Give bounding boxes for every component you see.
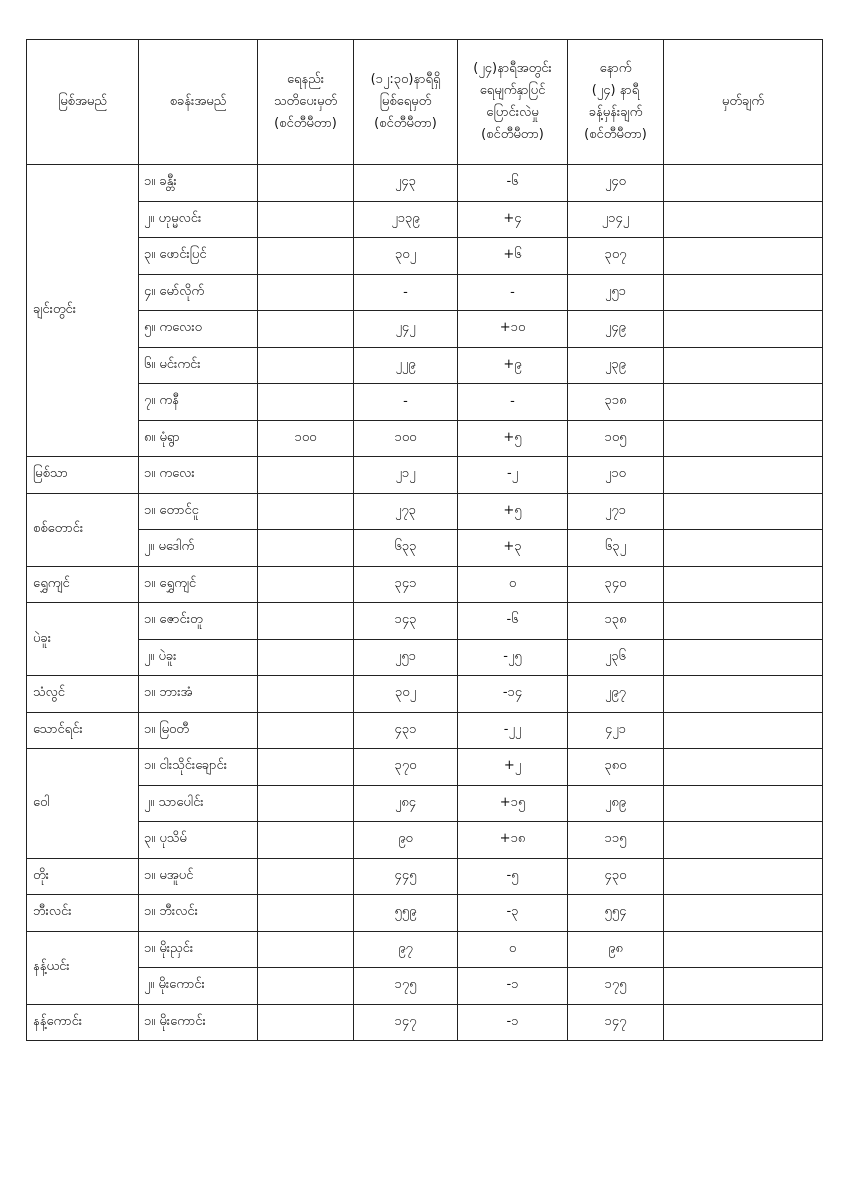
24h-forecast-cell: ၁၇၅ [568,968,664,1005]
24h-forecast-cell: ၄၂၁ [568,712,664,749]
24h-forecast-cell: ၂၈၉ [568,785,664,822]
station-name-cell: ၂။ ပဲခူး [139,639,258,676]
remarks-cell [664,603,823,640]
low-water-warning-cell: ၁၀၀ [258,420,354,457]
header-current-water-level: (၁၂:၃၀)နာရီရှိ မြစ်ရေမှတ် (စင်တီမီတာ) [354,40,458,165]
remarks-cell [664,1004,823,1041]
current-water-level-cell: ၁၄၃ [354,603,458,640]
current-water-level-cell: ၃၇၀ [354,749,458,786]
station-name-cell: ၁။ ခန္တီး [139,165,258,202]
river-name-cell: တိုး [27,858,139,895]
24h-change-cell: -၁၄ [458,676,568,713]
station-name-cell: ၂။ မဒေါက် [139,530,258,567]
remarks-cell [664,238,823,275]
current-water-level-cell: ၁၇၅ [354,968,458,1005]
river-name-cell: နန့်ယင်း [27,931,139,1004]
table-row [27,420,823,457]
table-row [27,785,823,822]
24h-change-cell: +၅ [458,493,568,530]
24h-forecast-cell: ၁၄၇ [568,1004,664,1041]
remarks-cell [664,420,823,457]
24h-forecast-cell: ၉၈ [568,931,664,968]
station-name-cell: ၅။ ကလေးဝ [139,311,258,348]
station-name-cell: ၃။ ပုသိမ် [139,822,258,859]
table-row [27,384,823,421]
station-name-cell: ၆။ မင်းကင်း [139,347,258,384]
low-water-warning-cell [258,311,354,348]
remarks-cell [664,384,823,421]
24h-change-cell: +၃ [458,530,568,567]
table-row [27,201,823,238]
remarks-cell [664,895,823,932]
current-water-level-cell: ၃၄၁ [354,566,458,603]
24h-forecast-cell: ၄၃၀ [568,858,664,895]
24h-forecast-cell: ၃၀၇ [568,238,664,275]
low-water-warning-cell [258,238,354,275]
low-water-warning-cell [258,530,354,567]
station-name-cell: ၁။ တောင်ငူ [139,493,258,530]
river-name-cell: ပဲခူး [27,603,139,676]
remarks-cell [664,822,823,859]
table-row [27,639,823,676]
remarks-cell [664,274,823,311]
current-water-level-cell: ၄၄၅ [354,858,458,895]
current-water-level-cell: ၂၈၄ [354,785,458,822]
low-water-warning-cell [258,858,354,895]
low-water-warning-cell [258,712,354,749]
24h-change-cell: +၉ [458,347,568,384]
table-row [27,457,823,494]
remarks-cell [664,457,823,494]
river-name-cell: နန့်ကောင်း [27,1004,139,1041]
station-name-cell: ၈။ မုံရွာ [139,420,258,457]
24h-forecast-cell: ၂၄၀ [568,165,664,202]
24h-forecast-cell: ၃၄၀ [568,566,664,603]
24h-forecast-cell: ၂၇၁ [568,493,664,530]
station-name-cell: ၁။ ဘီးလင်း [139,895,258,932]
24h-forecast-cell: ၁၁၅ [568,822,664,859]
remarks-cell [664,676,823,713]
river-name-cell: စစ်တောင်း [27,493,139,566]
remarks-cell [664,931,823,968]
station-name-cell: ၁။ မိုးညှင်း [139,931,258,968]
low-water-warning-cell [258,639,354,676]
remarks-cell [664,566,823,603]
river-name-cell: ရွှေကျင် [27,566,139,603]
24h-change-cell: -၁ [458,968,568,1005]
24h-change-cell: +၁၀ [458,311,568,348]
header-24h-forecast: နောက် (၂၄) နာရီ ခန့်မှန်းချက် (စင်တီမီတာ) [568,40,664,165]
low-water-warning-cell [258,384,354,421]
header-remarks: မှတ်ချက် [664,40,823,165]
station-name-cell: ၂။ သာပေါင်း [139,785,258,822]
current-water-level-cell: ၁၄၇ [354,1004,458,1041]
river-name-cell: သောင်ရင်း [27,712,139,749]
table-row [27,493,823,530]
river-name-cell: မြစ်သာ [27,457,139,494]
24h-change-cell: -၂၂ [458,712,568,749]
24h-forecast-cell: ၂၉၇ [568,676,664,713]
station-name-cell: ၁။ ကလေး [139,457,258,494]
current-water-level-cell: ၄၃၁ [354,712,458,749]
remarks-cell [664,968,823,1005]
station-name-cell: ၁။ မအူပင် [139,858,258,895]
low-water-warning-cell [258,493,354,530]
low-water-warning-cell [258,749,354,786]
low-water-warning-cell [258,274,354,311]
low-water-warning-cell [258,1004,354,1041]
low-water-warning-cell [258,676,354,713]
current-water-level-cell: ၂၂၉ [354,347,458,384]
station-name-cell: ၁။ ငါးသိုင်းချောင်း [139,749,258,786]
current-water-level-cell: ၂၅၁ [354,639,458,676]
24h-forecast-cell: ၅၅၄ [568,895,664,932]
24h-change-cell: - [458,384,568,421]
table-row [27,858,823,895]
24h-forecast-cell: ၂၃၉ [568,347,664,384]
24h-change-cell: -၅ [458,858,568,895]
remarks-cell [664,858,823,895]
station-name-cell: ၄။ မော်လိုက် [139,274,258,311]
low-water-warning-cell [258,931,354,968]
river-name-cell: ဘီးလင်း [27,895,139,932]
low-water-warning-cell [258,457,354,494]
current-water-level-cell: ၁၀၀ [354,420,458,457]
low-water-warning-cell [258,895,354,932]
24h-forecast-cell: ၃၈၀ [568,749,664,786]
water-level-table [26,39,823,1041]
24h-change-cell: +၂ [458,749,568,786]
current-water-level-cell: ၂၇၃ [354,493,458,530]
24h-change-cell: +၅ [458,420,568,457]
24h-change-cell: -၂၅ [458,639,568,676]
table-row [27,566,823,603]
24h-change-cell: -၃ [458,895,568,932]
24h-forecast-cell: ၃၁၈ [568,384,664,421]
24h-change-cell: -၆ [458,165,568,202]
24h-forecast-cell: ၂၅၁ [568,274,664,311]
remarks-cell [664,201,823,238]
station-name-cell: ၁။ မိုးကောင်း [139,1004,258,1041]
24h-change-cell: - [458,274,568,311]
24h-forecast-cell: ၁၀၅ [568,420,664,457]
low-water-warning-cell [258,201,354,238]
remarks-cell [664,165,823,202]
station-name-cell: ၇။ ကနီ [139,384,258,421]
river-name-cell: ချင်းတွင်း [27,165,139,457]
station-name-cell: ၂။ မိုးကောင်း [139,968,258,1005]
header-low-water-warning: ရေနည်း သတိပေးမှတ် (စင်တီမီတာ) [258,40,354,165]
24h-forecast-cell: ၁၃၈ [568,603,664,640]
table-row [27,603,823,640]
low-water-warning-cell [258,968,354,1005]
current-water-level-cell: - [354,384,458,421]
low-water-warning-cell [258,822,354,859]
current-water-level-cell: ၂၁၂ [354,457,458,494]
remarks-cell [664,712,823,749]
current-water-level-cell: ၆၃၃ [354,530,458,567]
24h-change-cell: +၁၈ [458,822,568,859]
remarks-cell [664,749,823,786]
low-water-warning-cell [258,566,354,603]
24h-forecast-cell: ၂၄၉ [568,311,664,348]
24h-change-cell: +၄ [458,201,568,238]
current-water-level-cell: ၂၁၃၉ [354,201,458,238]
24h-change-cell: -၁ [458,1004,568,1041]
header-24h-change: (၂၄)နာရီအတွင်း ရေမျက်နှာပြင် ပြောင်းလဲမှု (စင်တီမီတာ) [458,40,568,165]
remarks-cell [664,347,823,384]
24h-forecast-cell: ၂၁၀ [568,457,664,494]
24h-change-cell: +၆ [458,238,568,275]
table-row [27,676,823,713]
remarks-cell [664,785,823,822]
24h-change-cell: ၀ [458,566,568,603]
table-row [27,822,823,859]
table-body [27,165,823,1041]
header-row [27,40,823,165]
table-row [27,530,823,567]
table-row [27,1004,823,1041]
table-row [27,238,823,275]
current-water-level-cell: ၉၇ [354,931,458,968]
current-water-level-cell: ၃၀၂ [354,676,458,713]
table-header [27,40,823,165]
low-water-warning-cell [258,347,354,384]
current-water-level-cell: ၂၄၂ [354,311,458,348]
remarks-cell [664,530,823,567]
table-row [27,274,823,311]
remarks-cell [664,639,823,676]
table-row [27,931,823,968]
24h-change-cell: ၀ [458,931,568,968]
low-water-warning-cell [258,603,354,640]
24h-change-cell: -၂ [458,457,568,494]
24h-forecast-cell: ၂၁၄၂ [568,201,664,238]
24h-change-cell: +၁၅ [458,785,568,822]
current-water-level-cell: ၃၀၂ [354,238,458,275]
river-name-cell: ဝေါ [27,749,139,859]
remarks-cell [664,311,823,348]
station-name-cell: ၁။ ရွှေကျင် [139,566,258,603]
low-water-warning-cell [258,165,354,202]
station-name-cell: ၂။ ဟုမ္မလင်း [139,201,258,238]
table-row [27,165,823,202]
table-row [27,895,823,932]
station-name-cell: ၁။ ဇောင်းတူ [139,603,258,640]
table-row [27,968,823,1005]
station-name-cell: ၁။ မြဝတီ [139,712,258,749]
header-station-name: စခန်းအမည် [139,40,258,165]
table-row [27,311,823,348]
station-name-cell: ၁။ ဘားအံ [139,676,258,713]
river-name-cell: သံလွင် [27,676,139,713]
current-water-level-cell: ၉၀ [354,822,458,859]
24h-forecast-cell: ၆၃၂ [568,530,664,567]
table-row [27,347,823,384]
table-row [27,749,823,786]
header-river-name: မြစ်အမည် [27,40,139,165]
current-water-level-cell: ၅၅၉ [354,895,458,932]
current-water-level-cell: ၂၄၃ [354,165,458,202]
24h-change-cell: -၆ [458,603,568,640]
low-water-warning-cell [258,785,354,822]
24h-forecast-cell: ၂၃၆ [568,639,664,676]
current-water-level-cell: - [354,274,458,311]
table-row [27,712,823,749]
station-name-cell: ၃။ ဖောင်းပြင် [139,238,258,275]
remarks-cell [664,493,823,530]
